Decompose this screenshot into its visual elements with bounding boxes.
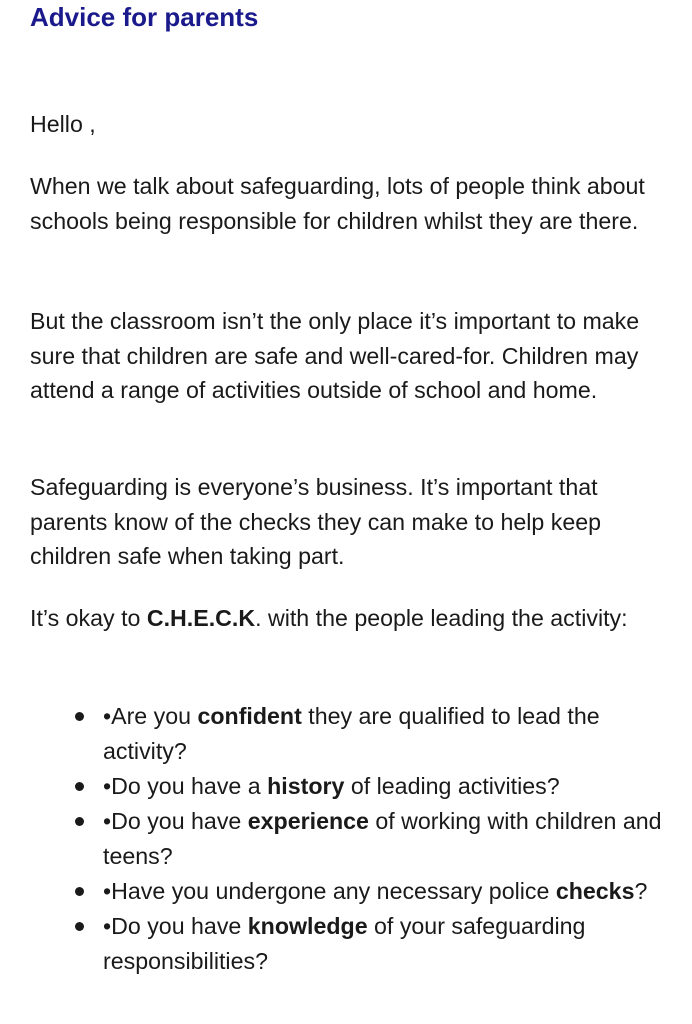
bullet-icon — [75, 922, 84, 931]
bullet-icon — [75, 782, 84, 791]
page-title: Advice for parents — [30, 2, 259, 32]
list-item-after: of your safeguarding responsibilities? — [103, 913, 586, 974]
list-item-after: of leading activities? — [344, 773, 560, 799]
list-item-before: •Do you have a — [103, 773, 268, 799]
bullet-icon — [75, 887, 84, 896]
list-item-before: •Do you have — [103, 808, 248, 834]
paragraph-check-intro — [30, 601, 670, 636]
list-item — [30, 699, 670, 769]
paragraph-safeguarding-intro: When we talk about safeguarding, lots of people think about schools being responsible for children whilst they are there. — [30, 173, 645, 234]
check-list — [30, 699, 670, 979]
list-item-before: •Do you have — [103, 913, 248, 939]
greeting-text: Hello , — [30, 111, 96, 137]
list-item — [30, 909, 670, 979]
paragraph-everyones-business: Safeguarding is everyone’s business. It’s important that parents know of the checks they can make to help keep children safe when taking part. — [30, 474, 602, 569]
list-item-keyword: history — [267, 773, 345, 799]
bullet-icon — [75, 712, 84, 721]
list-item-keyword: confident — [197, 703, 302, 729]
bullet-icon — [75, 817, 84, 826]
list-item — [30, 874, 670, 909]
list-item — [30, 769, 670, 804]
list-item-after: of working with children and teens? — [103, 808, 662, 869]
check-intro-after: . with the people leading the activity: — [255, 605, 628, 631]
list-item-keyword: checks — [555, 878, 635, 904]
list-item-before: •Are you — [103, 703, 198, 729]
list-item — [30, 804, 670, 874]
list-item-keyword: knowledge — [247, 913, 368, 939]
paragraph-beyond-classroom: But the classroom isn’t the only place it’s important to make sure that children are safe and well-cared-for. Children may attend a range of activities outside of school and home. — [30, 308, 640, 403]
list-item-after: ? — [634, 878, 648, 904]
check-acronym: C.H.E.C.K — [146, 605, 256, 631]
list-item-after: they are qualified to lead the activity? — [103, 703, 600, 764]
check-intro-before: It’s okay to — [30, 605, 147, 631]
list-item-keyword: experience — [247, 808, 369, 834]
list-item-before: •Have you undergone any necessary police — [103, 878, 556, 904]
